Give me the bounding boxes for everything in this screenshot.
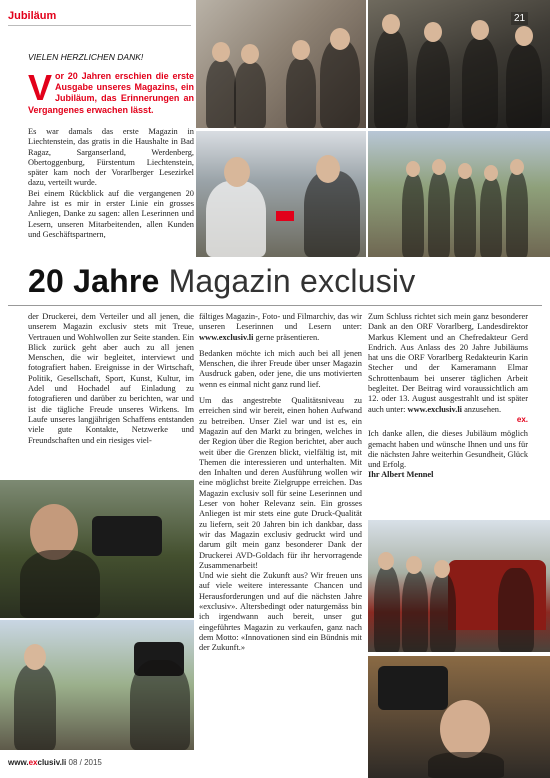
column-3-paragraph: Ich danke allen, die dieses Jubiläum möglich gemacht haben und wünsche Ihnen und uns für die nächsten Jahre weiterhin Gesundheit, Glück und Erfolg. [368, 429, 529, 470]
lead-block [28, 67, 194, 116]
end-mark: ex. [516, 414, 528, 424]
column-3 [368, 312, 528, 487]
footer-brand-post: clusiv.li [37, 758, 67, 767]
footer-brand-ex: ex [28, 758, 38, 767]
photo-tourist-train [368, 520, 550, 652]
page-number: 21 [511, 12, 528, 25]
intro-paragraph: Es war damals das erste Magazin in Liechtenstein, das gratis in die Haushalte in Bad Ragaz, Sarganserland, Werdenberg, Obertoggenburg, Fürstentum Liechtenstein, später kam noch der Vorarlberger Lesezirkel dazu, verteilt wurde. [28, 127, 194, 188]
intro-paragraph: Bei einem Rückblick auf die vergangenen 20 Jahre ist es mir in erster Linie ein grosses Anliegen, Danke zu sagen: allen Leserinnen und Lesern, unseren Mitarbeitenden, allen Kunden und Geschäftspartnern, [28, 188, 194, 239]
headline-rule [8, 305, 542, 306]
lead-text: or 20 Jahren erschien die erste Ausgabe unseres Magazins, ein Jubiläum, das Erinnerungen an Vergangenes erwachen lässt. [28, 71, 194, 115]
column-2-paragraph: fältiges Magazin-, Foto- und Filmarchiv, das wir unseren Leserinnen und Lesern unter: www.exclusiv.li gerne präsentieren. [199, 312, 362, 342]
signature: Ihr Albert Mennel [368, 470, 434, 480]
headline-light: Magazin exclusiv [168, 263, 416, 299]
column-2-paragraph: Bedanken möchte ich mich auch bei all jenen Menschen, die ihrer Freude über unser Magazin Ausdruck gaben, oder jene, die uns motivierten wenn es einmal nicht ganz rund lief. [199, 348, 362, 389]
end-mark-wrap [368, 415, 528, 425]
section-label: Jubiläum [8, 10, 57, 22]
photo-reception-group [196, 0, 366, 128]
photo-camera-filming [0, 480, 194, 618]
headline-bold: 20 Jahre [28, 263, 160, 299]
photo-restaurant-staff [368, 131, 550, 257]
column-2-paragraph: Und wie sieht die Zukunft aus? Wir freuen uns auf viele weitere interessante Chancen und Herausforderungen und auf die nächsten Jahre «exclusiv». Altersbedingt oder naturgemäss bin ich irgendwann auch bereit, unser gut eingeführtes Magazin zu verkaufen, ganz nach dem Motto: «Innovationen sind ein Bündnis mit der Zukunft.» [199, 571, 362, 653]
photo-interview [196, 131, 366, 257]
column-3-paragraph: Zum Schluss richtet sich mein ganz besonderer Dank an den ORF Vorarlberg, Landesdirektor Markus Klement und an Chefredakteur Gerd Endrich. Aus Anlass des 20 Jahre Jubiläums hat uns die ORF Vorarlberg Redakteurin Karin Stecher und der Kameramann Elmar Schrottenbaum bei unserer täglichen Arbeit begleitet. Der Beitrag wird voraussichtlich am 12. oder 13. August ausgestrahlt und ist später auch unter: www.exclusiv.li anzusehen. [368, 312, 528, 414]
column-2 [199, 312, 362, 660]
column-1-paragraph: der Druckerei, dem Verteiler und all jenen, die unserem Magazin exclusiv stets mit Treue, Vertrauen und Wohlwollen zur Seite standen. Ein Blick zurück geht aber auch zu all jenen Menschen, die wir begleitet, interviewt und fotografiert haben. Ereignisse in der Wirtschaft, Politik, Gesellschaft, Sport, Kunst, Kultur, im Adel und Hochadel auf Einladung zu fotografieren und darüber zu berichten, war und ist die tägliche Freude unseres Wirkens. Im Laufe unseres langjährigen Schaffens entstanden viele gute Kontakte, Netzwerke und Freundschaften und ein riesiges viel- [28, 312, 194, 445]
website-link[interactable]: www.exclusiv.li [199, 332, 254, 342]
kicker: VIELEN HERZLICHEN DANK! [28, 52, 144, 62]
footer-brand-pre: www. [8, 758, 29, 767]
column-2-paragraph: Um das angestrebte Qualitätsniveau zu erreichen sind wir bereit, einen hohen Aufwand zu betreiben. Unser Ziel war und ist es, ein Magazin auf den Markt zu bringen, welches in der Region über die Region berichtet, aber auch weit über die Grenzen blickt, vielfältig ist, mit Themen die interessieren und unterhalten. Mit den Inhalten und deren Ausführung wollen wir eine möglichst breite Zielgruppe erreichen. Das Magazin exclusiv soll für seine Leserinnen und Leser von hoher Relevanz sein. Ein grosses Anliegen ist mir stets eine gute Druck-Qualität zu liefern, seit 20 Jahren bin ich dankbar, dass wir das Magazin exclusiv gedruckt wird und darum gilt mein ganz besonderer Dank der Druckerei AVD-Goldach für ihr hervorragende Zusammenarbeit! [199, 396, 362, 570]
photo-garden-interview [0, 620, 194, 750]
column-1 [28, 312, 194, 452]
website-link[interactable]: www.exclusiv.li [407, 404, 462, 414]
intro-text [28, 127, 194, 240]
footer [8, 758, 102, 767]
dropcap: V [28, 67, 53, 108]
photo-portrait-camera [368, 656, 550, 778]
footer-issue: 08 / 2015 [68, 758, 102, 767]
section-rule [8, 25, 191, 26]
headline [28, 261, 415, 301]
